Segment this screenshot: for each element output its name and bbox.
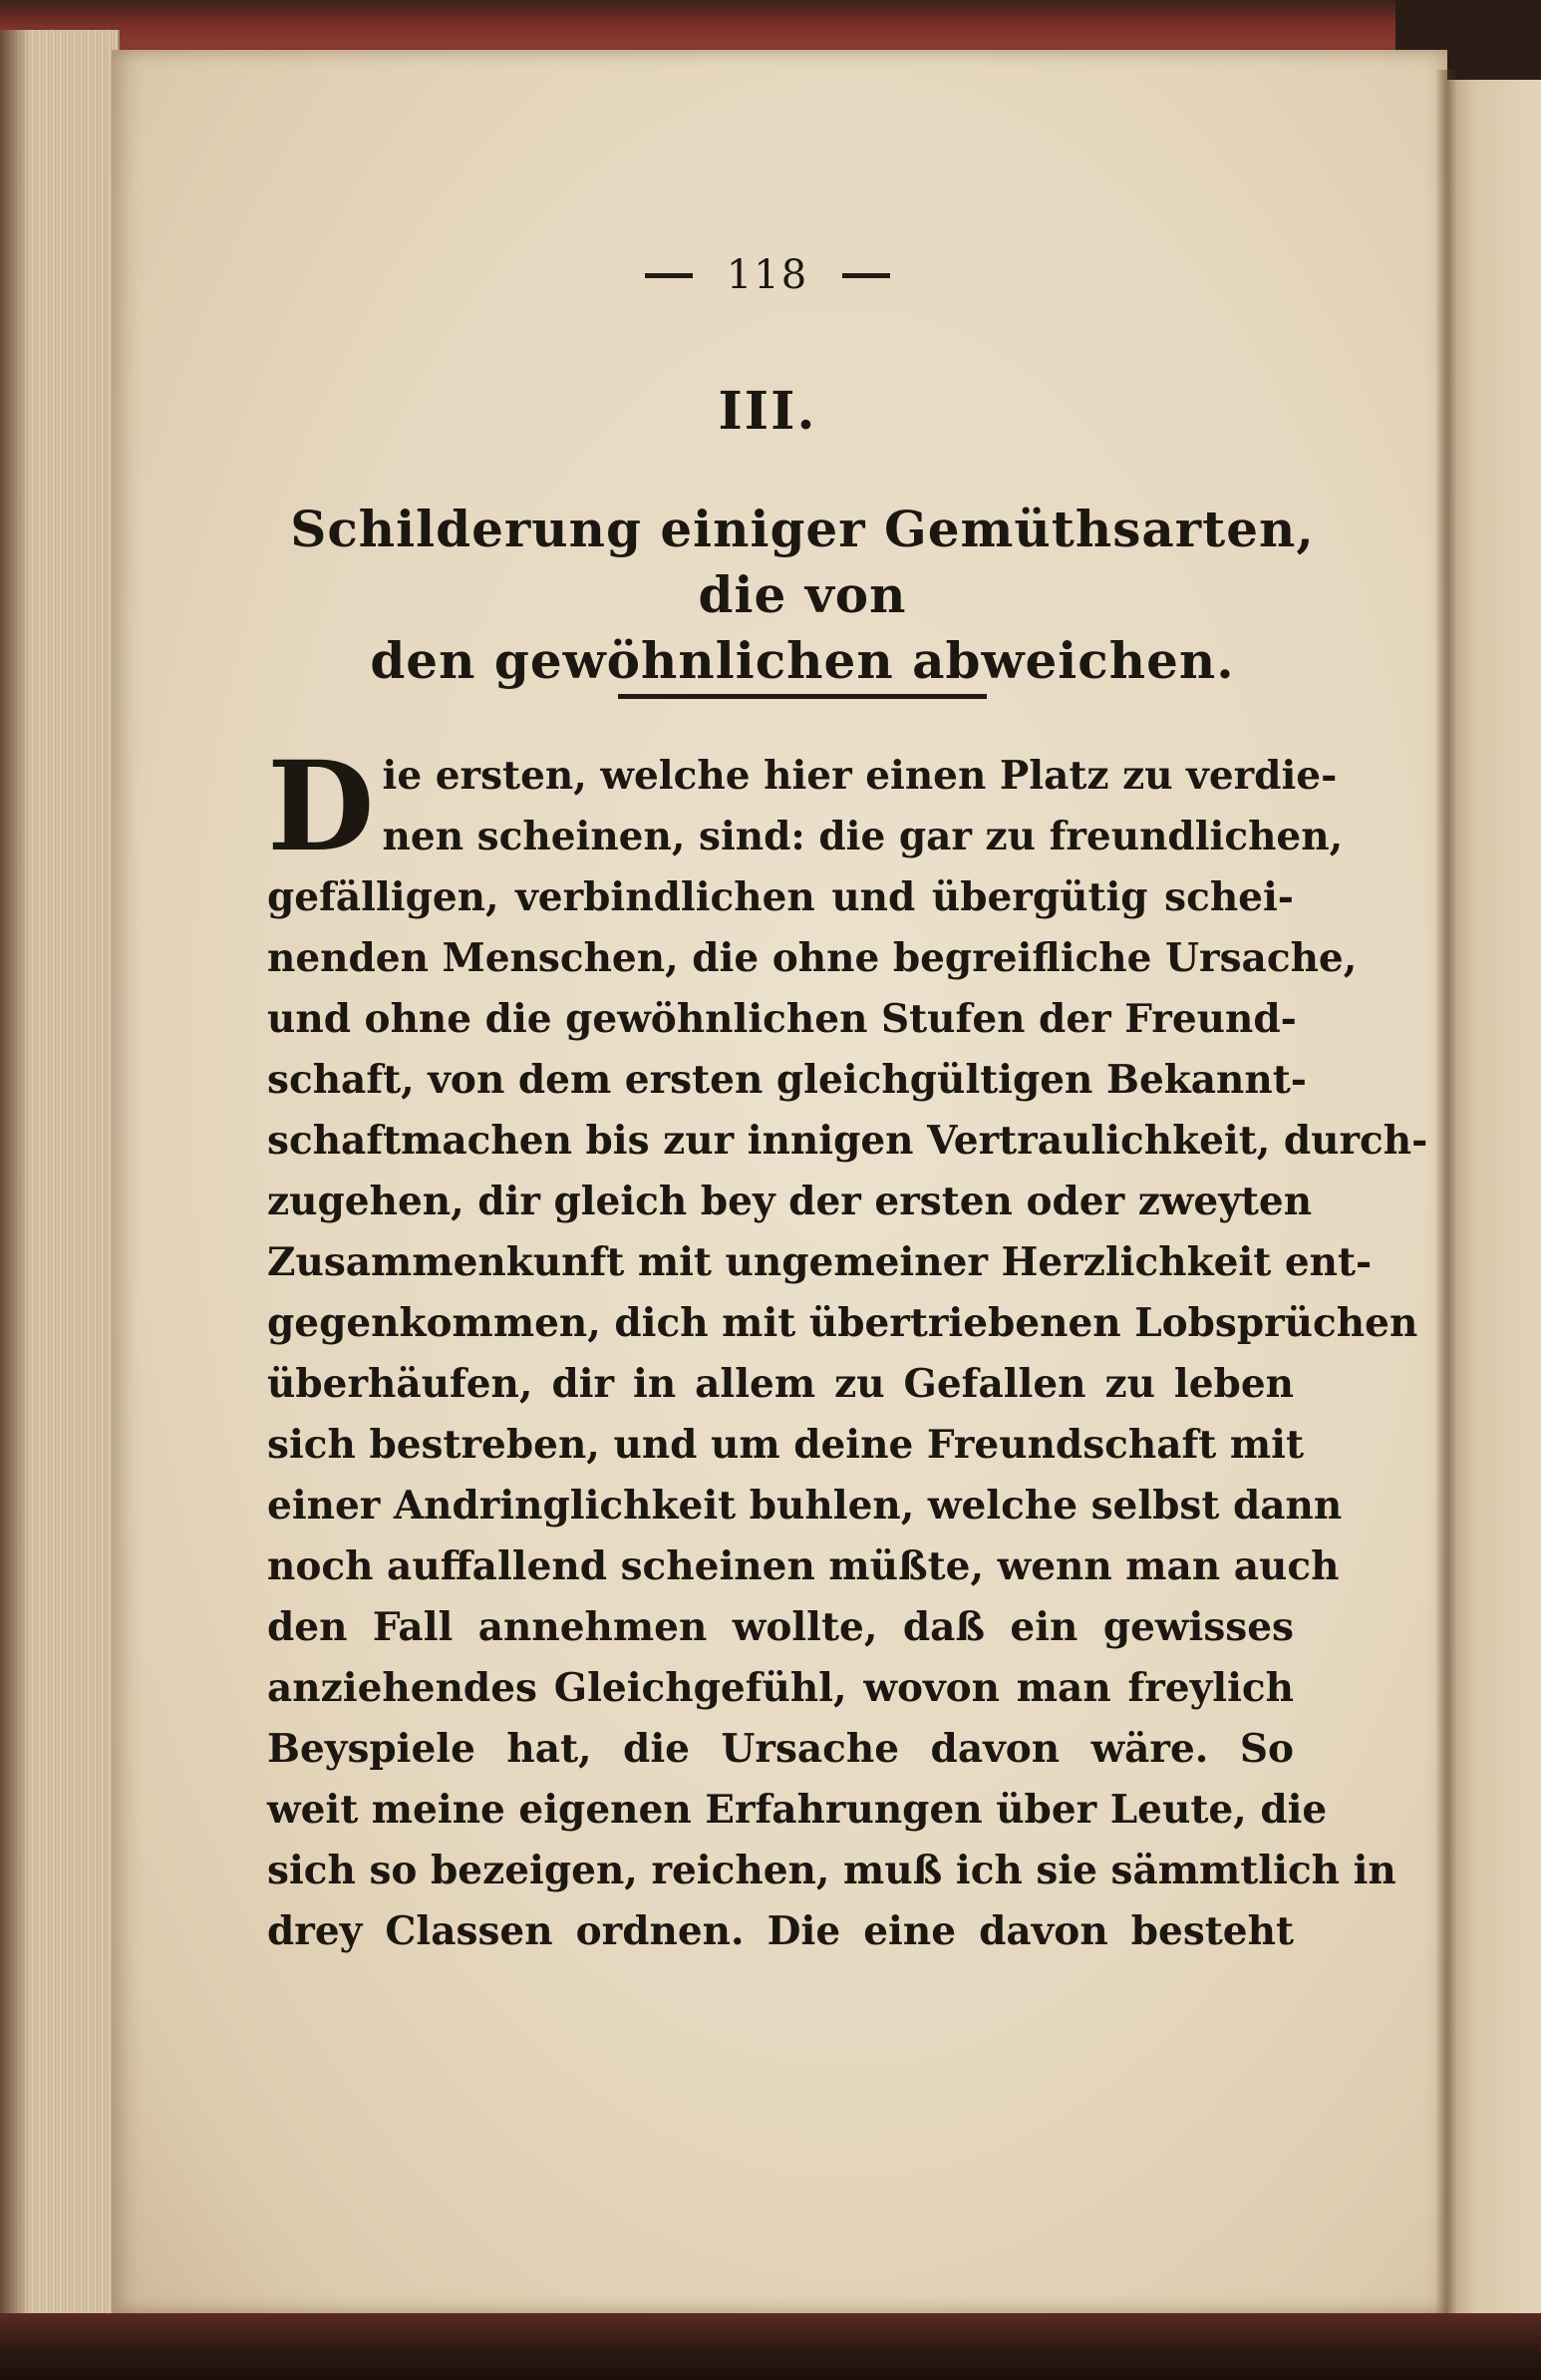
opening-paragraph-start <box>267 735 1344 879</box>
text-line: drey Classen ordnen. Die eine davon besteht <box>267 1908 1294 1954</box>
text-line: nenden Menschen, die ohne begreifliche Ursache, <box>267 935 1358 981</box>
page-header <box>558 247 977 303</box>
header-dash-left <box>645 273 693 278</box>
book-bottom-edge <box>0 2313 1541 2380</box>
chapter-title <box>279 497 1326 694</box>
title-rule <box>618 694 987 699</box>
text-line: gegenkommen, dich mit übertriebenen Lobsprüchen <box>267 1300 1418 1346</box>
text-line: nen scheinen, sind: die gar zu freundlichen, <box>382 814 1344 859</box>
text-line: zugehen, dir gleich bey der ersten oder zweyten <box>267 1179 1313 1224</box>
header-dash-right <box>842 273 890 278</box>
chapter-title-line: Schilderung einiger Gemüthsarten, die von <box>290 500 1315 624</box>
text-line: und ohne die gewöhnlichen Stufen der Freund- <box>267 996 1297 1042</box>
text-line: anziehendes Gleichgefühl, wovon man freylich <box>267 1665 1294 1711</box>
chapter-title-line: den gewöhnlichen abweichen. <box>370 631 1235 690</box>
page-number: 118 <box>726 252 809 298</box>
text-line: ie ersten, welche hier einen Platz zu verdie- <box>382 753 1338 799</box>
text-line: einer Andringlichkeit buhlen, welche selbst dann <box>267 1483 1343 1529</box>
text-line: Beyspiele hat, die Ursache davon wäre. So <box>267 1726 1294 1772</box>
next-page-edge <box>1447 80 1541 2313</box>
text-line: schaft, von dem ersten gleichgültigen Bekannt- <box>267 1057 1307 1103</box>
section-number: III. <box>718 381 817 442</box>
text-line: weit meine eigenen Erfahrungen über Leute, die <box>267 1787 1328 1833</box>
page-stack-shadow <box>0 30 30 2323</box>
page-gutter <box>1435 70 1457 2313</box>
text-line: noch auffallend scheinen müßte, wenn man auch <box>267 1543 1340 1589</box>
text-line: überhäufen, dir in allem zu Gefallen zu leben <box>267 1361 1294 1407</box>
text-line: sich so bezeigen, reichen, muß ich sie sämmtlich in <box>267 1848 1396 1893</box>
text-line: Zusammenkunft mit ungemeiner Herzlichkeit ent- <box>267 1239 1373 1285</box>
drop-cap: D <box>267 735 375 879</box>
text-line: sich bestreben, und um deine Freundschaft mit <box>267 1422 1304 1468</box>
text-line: schaftmachen bis zur innigen Vertraulichkeit, durch- <box>267 1118 1428 1164</box>
text-line: gefälligen, verbindlichen und übergütig schei- <box>267 874 1294 920</box>
body-text <box>267 735 1428 1962</box>
text-line: den Fall annehmen wollte, daß ein gewisses <box>267 1604 1294 1650</box>
